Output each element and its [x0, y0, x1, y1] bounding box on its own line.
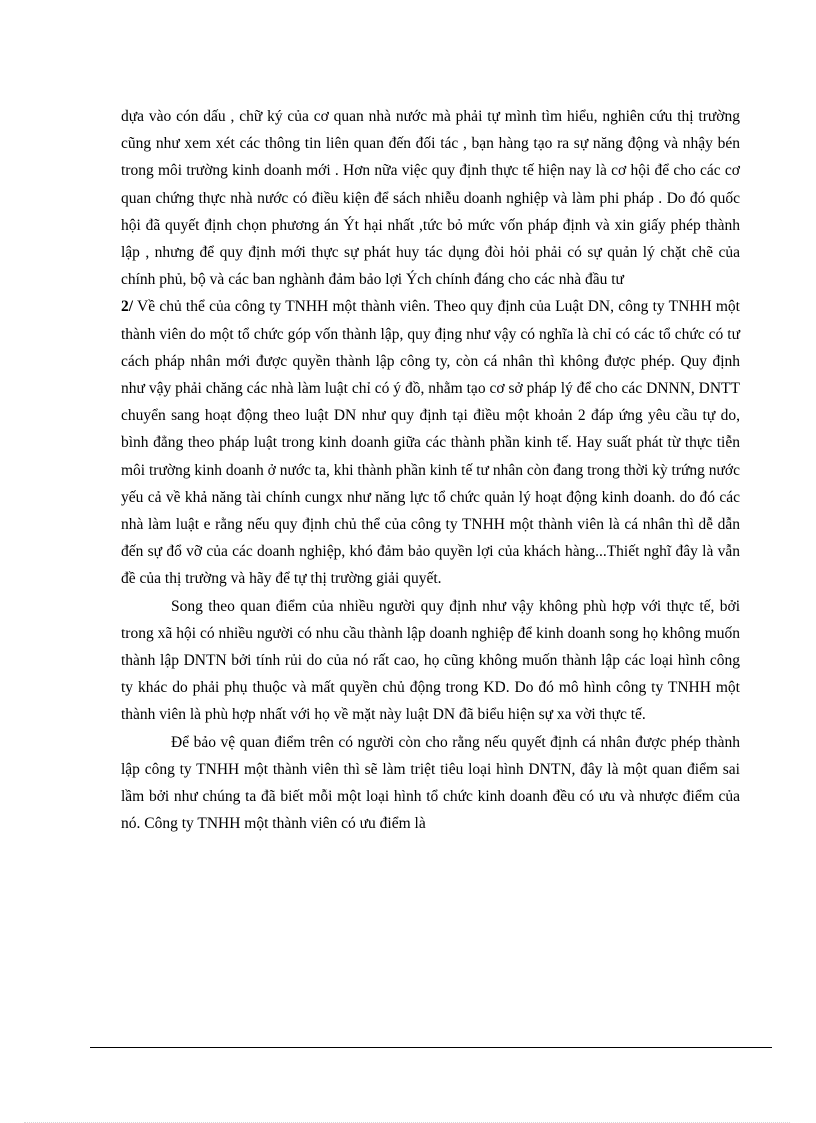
paragraph-text: Song theo quan điểm của nhiều người quy định như vậy không phù hợp với thực tế, bởi trong xã hội có nhiều người có nhu cầu thành lập doanh nghiệp để kinh doanh song họ không muốn thành lập DNTN bởi tính rủi do của nó rất cao, họ cũng không muốn thành lập các loại hình công ty khác do phải phụ thuộc và mất quyền chủ động trong KD. Do đó mô hình công ty TNHH một thành viên là phù hợp nhất với họ về mặt này luật DN đã biểu hiện sự xa vời thực tế. — [121, 597, 740, 724]
paragraph-number: 2/ — [121, 298, 134, 316]
paragraph-text: dựa vào cón dấu , chữ ký của cơ quan nhà nước mà phải tự mình tìm hiểu, nghiên cứu thị trường cũng như xem xét các thông tin liên quan đến đối tác , bạn hàng tạo ra sự năng động và nhậy bén trong môi trường kinh doanh mới . Hơn nữa việc quy định thực tế hiện nay là cơ hội để cho các cơ quan chứng thực nhà nước có điều kiện để sách nhiễu doanh nghiệp và làm phi pháp . Do đó quốc hội đã quyết định chọn phương án Ýt hại nhất ,tức bỏ mức vốn pháp định và xin giấy phép thành lập , nhưng để quy định mới thực sự phát huy tác dụng đòi hỏi phải có sự quản lý chặt chẽ của chính phủ, bộ và các ban nghành đảm bảo lợi Ých chính đáng cho các nhà đầu tư — [121, 108, 740, 289]
document-body — [121, 103, 740, 837]
footer-divider — [90, 1047, 772, 1048]
paragraph-continued — [121, 103, 740, 293]
paragraph-indented — [121, 593, 740, 729]
paragraph-text: Để bảo vệ quan điểm trên có người còn cho rằng nếu quyết định cá nhân được phép thành lập công ty TNHH một thành viên thì sẽ làm triệt tiêu loại hình DNTN, đây là một quan điểm sai lầm bởi như chúng ta đã biết mỗi một loại hình tổ chức kinh doanh đều có ưu và nhược điểm của nó. Công ty TNHH một thành viên có ưu điểm là — [121, 733, 740, 833]
paragraph-numbered — [121, 293, 740, 592]
paragraph-indented — [121, 729, 740, 838]
paragraph-text: Về chủ thể của công ty TNHH một thành viên. Theo quy định của Luật DN, công ty TNHH một thành viên do một tổ chức góp vốn thành lập, quy địng như vậy có nghĩa là chỉ có các tổ chức có tư cách pháp nhân mới được quyền thành lập công ty, còn cá nhân thì không được phép. Quy định như vậy phải chăng các nhà làm luật chỉ có ý đồ, nhằm tạo cơ sở pháp lý để cho các DNNN, DNTT chuyển sang hoạt động theo luật DN như quy định tại điều một khoản 2 đáp ứng yêu cầu tự do, bình đẳng theo pháp luật trong kinh doanh giữa các thành phần kinh tế. Hay suất phát từ thực tiễn môi trường kinh doanh ở nước ta, khi thành phần kinh tế tư nhân còn đang trong thời kỳ trứng nước yếu cả về khả năng tài chính cungx như năng lực tổ chức quản lý hoạt động kinh doanh. do đó các nhà làm luật e rằng nếu quy định chủ thể của công ty TNHH một thành viên là cá nhân thì dễ dẫn đến sự đổ vỡ của các doanh nghiệp, khó đảm bảo quyền lợi của khách hàng...Thiết nghĩ đây là vẫn đề của thị trường và hãy để tự thị trường giải quyết. — [121, 298, 740, 588]
